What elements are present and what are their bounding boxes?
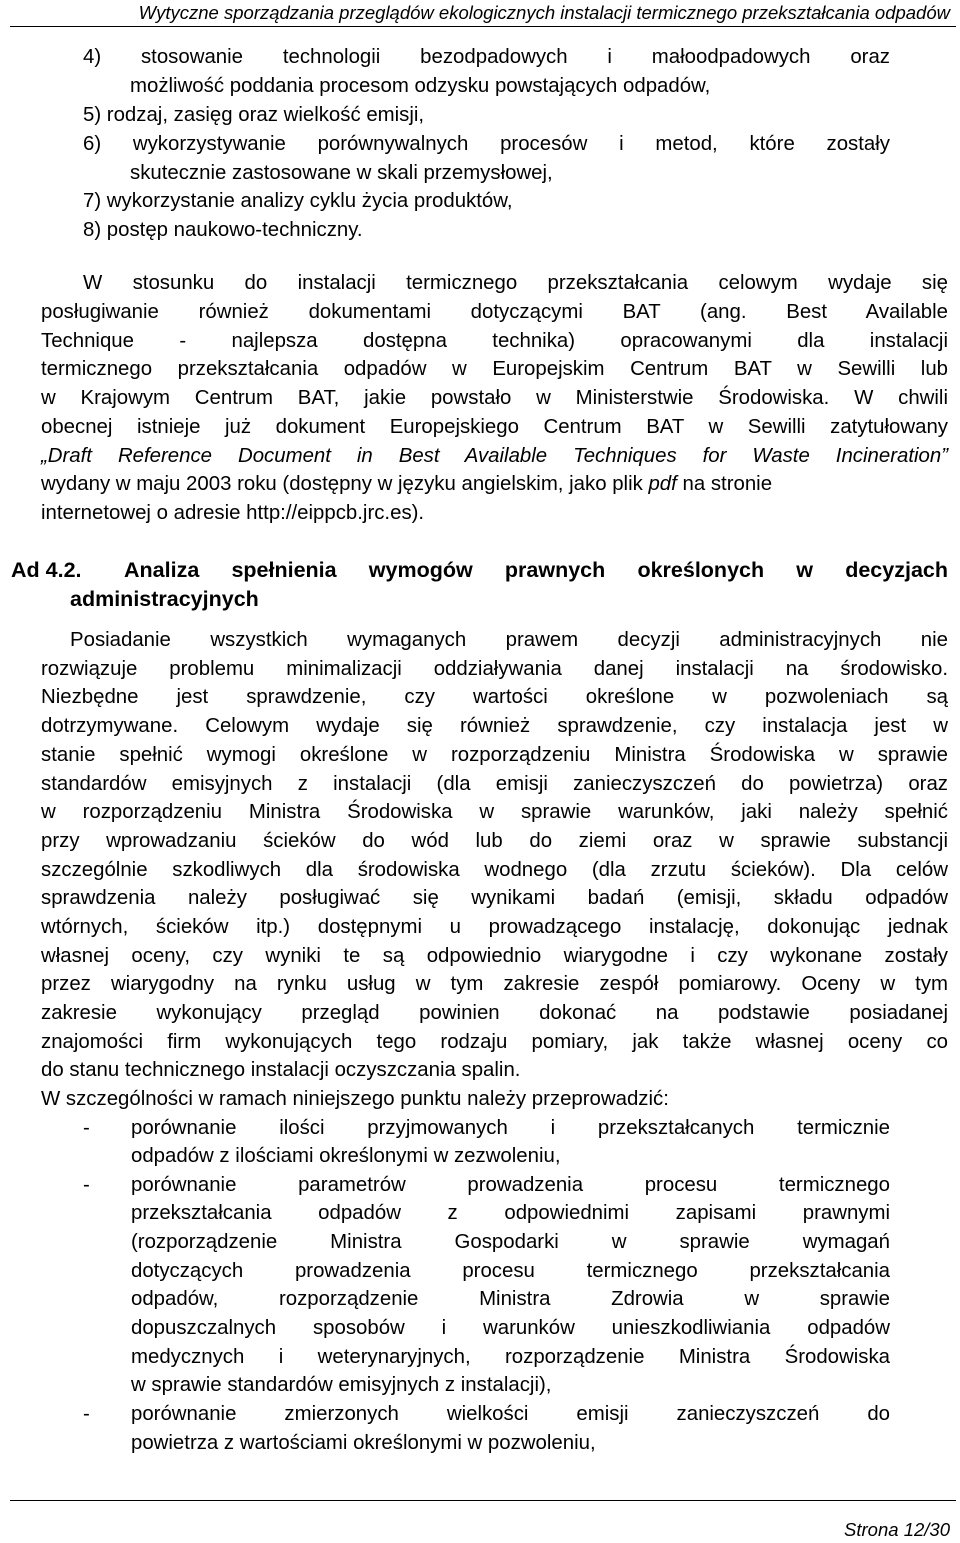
list-item-8: 8) postęp naukowo-techniczny.	[83, 219, 363, 241]
header-divider	[10, 26, 956, 27]
para2-line-10: sprawdzenia należy posługiwać się wynikami badań (emisji, składu odpadów	[41, 887, 948, 909]
para2-line-3: Niezbędne jest sprawdzenie, czy wartości określone w pozwoleniach są	[41, 686, 948, 708]
section-title-line-2: administracyjnych	[70, 587, 259, 611]
para1-line-8a: wydany w maju 2003 roku (dostępny w języku angielskim, jako plik	[41, 473, 649, 495]
list-item-6-cont: skutecznie zastosowane w skali przemysłowej,	[130, 162, 553, 184]
footer-divider	[10, 1500, 956, 1501]
para2-line-1: Posiadanie wszystkich wymaganych prawem decyzji administracyjnych nie	[70, 629, 948, 651]
para2-line-8: przy wprowadzaniu ścieków do wód lub do ziemi oraz w sprawie substancji	[41, 830, 948, 852]
bullet-2-line-2: przekształcania odpadów z odpowiednimi zapisami prawnymi	[131, 1202, 890, 1224]
para2-line-7: w rozporządzeniu Ministra Środowiska w sprawie warunków, jaki należy spełnić	[41, 801, 948, 823]
bullet-3-line-2: powietrza z wartościami określonymi w pozwoleniu,	[131, 1432, 596, 1454]
para2-line-4: dotrzymywane. Celowym wydaje się również sprawdzenie, czy instalacja jest w	[41, 715, 948, 737]
bullet-2-line-1: porównanie parametrów prowadzenia procesu termicznego	[131, 1174, 890, 1196]
para2-line-11: wtórnych, ścieków itp.) dostępnymi u prowadzącego instalację, dokonując jednak	[41, 916, 948, 938]
list-item-7: 7) wykorzystanie analizy cyklu życia produktów,	[83, 190, 513, 212]
para2-line-2: rozwiązuje problemu minimalizacji oddziaływania danej instalacji na środowisko.	[41, 658, 948, 680]
bullet-2-line-4: dotyczących prowadzenia procesu termicznego przekształcania	[131, 1260, 890, 1282]
para1-line-4: termicznego przekształcania odpadów w Europejskim Centrum BAT w Sewilli lub	[41, 358, 948, 380]
list-item-4-cont: możliwość poddania procesom odzysku powstających odpadów,	[130, 75, 711, 97]
para1-line-3: Technique - najlepsza dostępna technika) opracowanymi dla instalacji	[41, 330, 948, 352]
bullet-1-line-1: porównanie ilości przyjmowanych i przekształcanych termicznie	[131, 1117, 890, 1139]
header-title: Wytyczne sporządzania przeglądów ekologicznych instalacji termicznego przekształcania odpadów	[138, 2, 950, 23]
para1-line-6: obecnej istnieje już dokument Europejskiego Centrum BAT w Sewilli zatytułowany	[41, 416, 948, 438]
para2-line-5: stanie spełnić wymogi określone w rozporządzeniu Ministra Środowiska w sprawie	[41, 744, 948, 766]
list-intro: W szczególności w ramach niniejszego punktu należy przeprowadzić:	[41, 1088, 669, 1110]
para1-line-5: w Krajowym Centrum BAT, jakie powstało w Ministerstwie Środowiska. W chwili	[41, 387, 948, 409]
para1-line-2: posługiwanie również dokumentami dotyczącymi BAT (ang. Best Available	[41, 301, 948, 323]
bullet-dash-3: -	[83, 1403, 90, 1425]
section-number: Ad 4.2.	[11, 558, 82, 582]
section-title-line-1: Analiza spełnienia wymogów prawnych określonych w decyzjach	[124, 558, 948, 582]
list-item-4: 4) stosowanie technologii bezodpadowych i małoodpadowych oraz	[83, 46, 890, 68]
bullet-2-line-6: dopuszczalnych sposobów i warunków unieszkodliwiania odpadów	[131, 1317, 890, 1339]
bullet-2-line-3: (rozporządzenie Ministra Gospodarki w sprawie wymagań	[131, 1231, 890, 1253]
para2-line-14: zakresie wykonujący przegląd powinien dokonać na podstawie posiadanej	[41, 1002, 948, 1024]
para2-line-15: znajomości firm wykonujących tego rodzaju pomiary, jak także własnej oceny co	[41, 1031, 948, 1053]
para1-line-8b: na stronie	[676, 473, 773, 495]
para1-line-1: W stosunku do instalacji termicznego przekształcania celowym wydaje się	[83, 272, 948, 294]
para1-line-8	[41, 471, 772, 497]
para1-document-title: „Draft Reference Document in Best Available Techniques for Waste Incineration”	[41, 445, 948, 467]
bullet-1-line-2: odpadów z ilościami określonymi w zezwoleniu,	[131, 1145, 561, 1167]
bullet-2-line-8: w sprawie standardów emisyjnych z instalacji),	[131, 1374, 552, 1396]
para2-line-9: szczególnie szkodliwych dla środowiska wodnego (dla zrzutu ścieków). Dla celów	[41, 859, 948, 881]
para1-line-9: internetowej o adresie http://eippcb.jrc.es).	[41, 502, 425, 524]
page-number: Strona 12/30	[844, 1519, 950, 1540]
bullet-2-line-5: odpadów, rozporządzenie Ministra Zdrowia w sprawie	[131, 1288, 890, 1310]
list-item-5: 5) rodzaj, zasięg oraz wielkość emisji,	[83, 104, 425, 126]
bullet-dash-1: -	[83, 1117, 90, 1139]
bullet-3-line-1: porównanie zmierzonych wielkości emisji zanieczyszczeń do	[131, 1403, 890, 1425]
bullet-dash-2: -	[83, 1174, 90, 1196]
para2-line-6: standardów emisyjnych z instalacji (dla emisji zanieczyszczeń do powietrza) oraz	[41, 773, 948, 795]
pdf-term: pdf	[648, 473, 677, 495]
bullet-2-line-7: medycznych i weterynaryjnych, rozporządzenie Ministra Środowiska	[131, 1346, 890, 1368]
para2-line-16: do stanu technicznego instalacji oczyszczania spalin.	[41, 1059, 521, 1081]
para2-line-12: własnej oceny, czy wyniki te są odpowiednio wiarygodne i czy wykonane zostały	[41, 945, 948, 967]
para2-line-13: przez wiarygodny na rynku usług w tym zakresie zespół pomiarowy. Oceny w tym	[41, 973, 948, 995]
list-item-6: 6) wykorzystywanie porównywalnych procesów i metod, które zostały	[83, 133, 890, 155]
